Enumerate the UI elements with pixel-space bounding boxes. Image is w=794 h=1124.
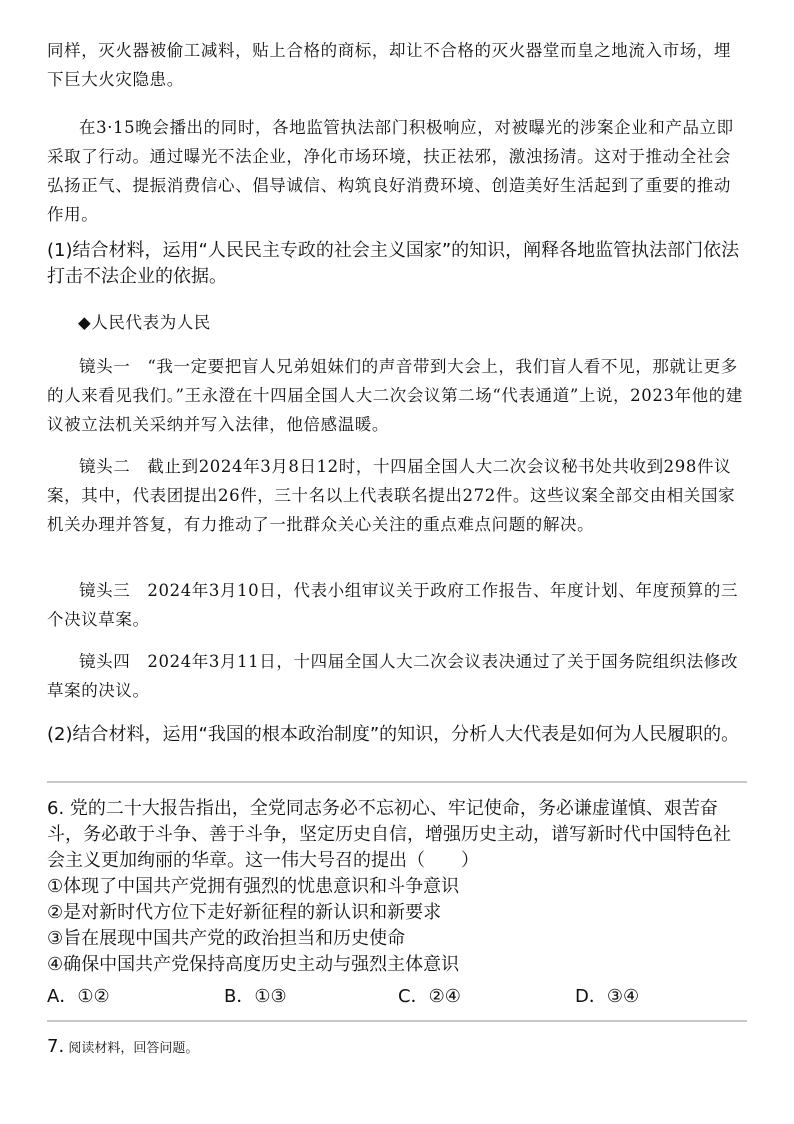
section-heading: ◆人民代表为人民 [78, 313, 211, 332]
option-a[interactable]: A．①② [47, 986, 110, 1007]
section-divider-2 [47, 1020, 747, 1022]
question-7-number: 7. [47, 1036, 65, 1057]
scene-paragraph-2: 镜头二 截止到2024年3月8日12时，十四届全国人大二次会议秘书处共收到298件议案，其中，代表团提出26件，三十名以上代表联名提出272件。这些议案全部交由相关国家机关办理并答复，有力推动了一批群众关心关注的重点难点问题的解决。 [47, 457, 736, 534]
question-2: (2)结合材料，运用“我国的根本政治制度”的知识，分析人大代表是如何为人民履职的。 [47, 724, 740, 745]
scene-paragraph-3: 镜头三 2024年3月10日，代表小组审议关于政府工作报告、年度计划、年度预算的三个决议草案。 [47, 581, 739, 629]
question-1: (1)结合材料，运用“人民民主专政的社会主义国家”的知识，阐释各地监管执法部门依法打击不法企业的依据。 [47, 240, 740, 287]
statement-4: ④确保中国共产党保持高度历史主动与强烈主体意识 [47, 954, 460, 975]
question-7 [47, 1034, 747, 1062]
statement-2: ②是对新时代方位下走好新征程的新认识和新要求 [47, 902, 442, 923]
statement-3: ③旨在展现中国共产党的政治担当和历史使命 [47, 928, 406, 949]
scene-paragraph-1: 镜头一 “我一定要把盲人兄弟姐妹们的声音带到大会上，我们盲人看不见，那就让更多的人来看见我们。”王永澄在十四届全国人大二次会议第二场“代表通道”上说，2023年他的建议被立法机关采纳并写入法律，他倍感温暖。 [47, 357, 743, 434]
statement-1: ①体现了中国共产党拥有强烈的忧患意识和斗争意识 [47, 876, 460, 897]
material-paragraph-continuation: 同样，灭火器被偷工减料，贴上合格的商标，却让不合格的灭火器堂而皇之地流入市场，埋下巨大火灾隐患。 [47, 41, 731, 89]
option-b[interactable]: B．①③ [224, 986, 287, 1007]
option-c[interactable]: C．②④ [398, 986, 461, 1007]
question-6-stem: 6. 党的二十大报告指出，全党同志务必不忘初心、牢记使命，务必谦虚谨慎、艰苦奋斗，务必敢于斗争、善于斗争，坚定历史自信，增强历史主动，谱写新时代中国特色社会主义更加绚丽的华章。这一伟大号召的提出（ ） [47, 798, 731, 871]
material-paragraph-315: 在3·15晚会播出的同时，各地监管执法部门积极响应，对被曝光的涉案企业和产品立即采取了行动。通过曝光不法企业，净化市场环境，扶正祛邪，激浊扬清。这对于推动全社会弘扬正气、提振消费信心、倡导诚信、构筑良好消费环境、创造美好生活起到了重要的推动作用。 [47, 118, 734, 224]
question-7-text: 阅读材料，回答问题。 [68, 1041, 199, 1056]
option-d[interactable]: D．③④ [575, 986, 640, 1007]
section-divider [47, 781, 747, 783]
scene-paragraph-4: 镜头四 2024年3月11日，十四届全国人大二次会议表决通过了关于国务院组织法修改草案的决议。 [47, 652, 739, 700]
